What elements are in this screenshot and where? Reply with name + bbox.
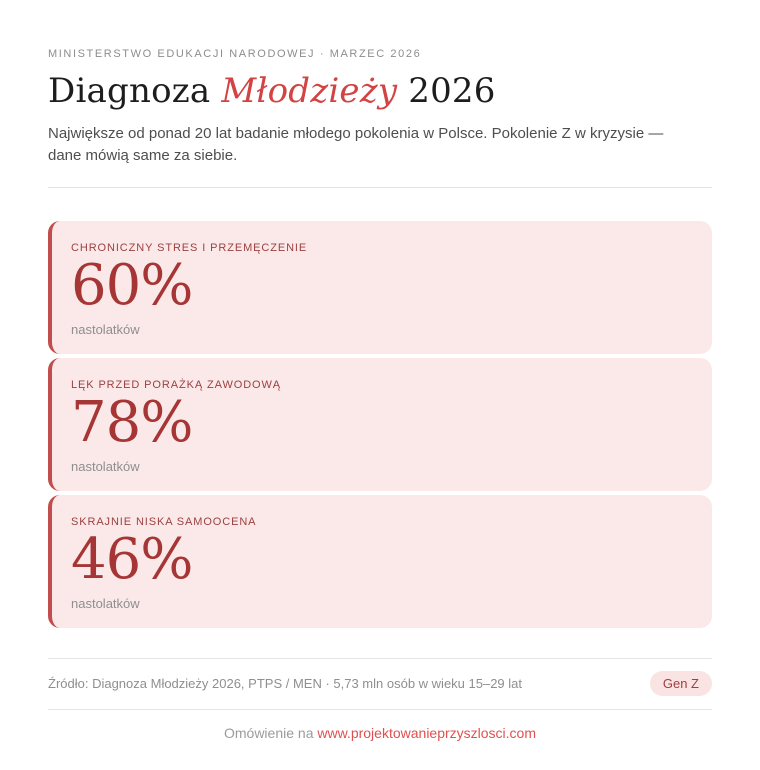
closing-prefix: Omówienie na [223,724,314,741]
title-prefix: Diagnoza [48,71,211,111]
stat-value: 60% [71,252,193,318]
source-text: Źródło: Diagnoza Młodzieży 2026, PTPS / MEN · 5,73 mln osób w wieku 15–29 lat [48,675,523,691]
stat-value: 78% [71,389,193,455]
stat-unit: nastolatków [71,458,140,474]
eyebrow-text: MINISTERSTWO EDUKACJI NARODOWEJ · MARZEC 2026 [48,48,422,60]
stat-card-lek [48,358,712,491]
stat-label: SKRAJNIE NISKA SAMOOCENA [71,515,257,528]
stat-unit: nastolatków [71,595,140,611]
stats-section [48,221,712,628]
title-suffix: 2026 [408,71,496,111]
stat-label: CHRONICZNY STRES I PRZEMĘCZENIE [71,241,308,254]
title-accent: Młodzieży [221,71,398,111]
lede-paragraph: Największe od ponad 20 lat badanie młodego pokolenia w Polsce. Pokolenie Z w kryzysie — dane mówią same za siebie. [48,125,664,165]
closing-row [48,710,712,741]
page-title [48,73,712,110]
stat-unit: nastolatków [71,321,140,337]
genz-badge: Gen Z [650,671,712,696]
stat-card-stress [48,221,712,354]
source-row [48,659,712,709]
stat-value: 46% [71,526,193,592]
header-divider [48,187,712,188]
stat-card-samoocena [48,495,712,628]
website-link[interactable]: www.projektowanieprzyszlosci.com [317,724,537,741]
stat-label: LĘK PRZED PORAŻKĄ ZAWODOWĄ [71,378,282,391]
